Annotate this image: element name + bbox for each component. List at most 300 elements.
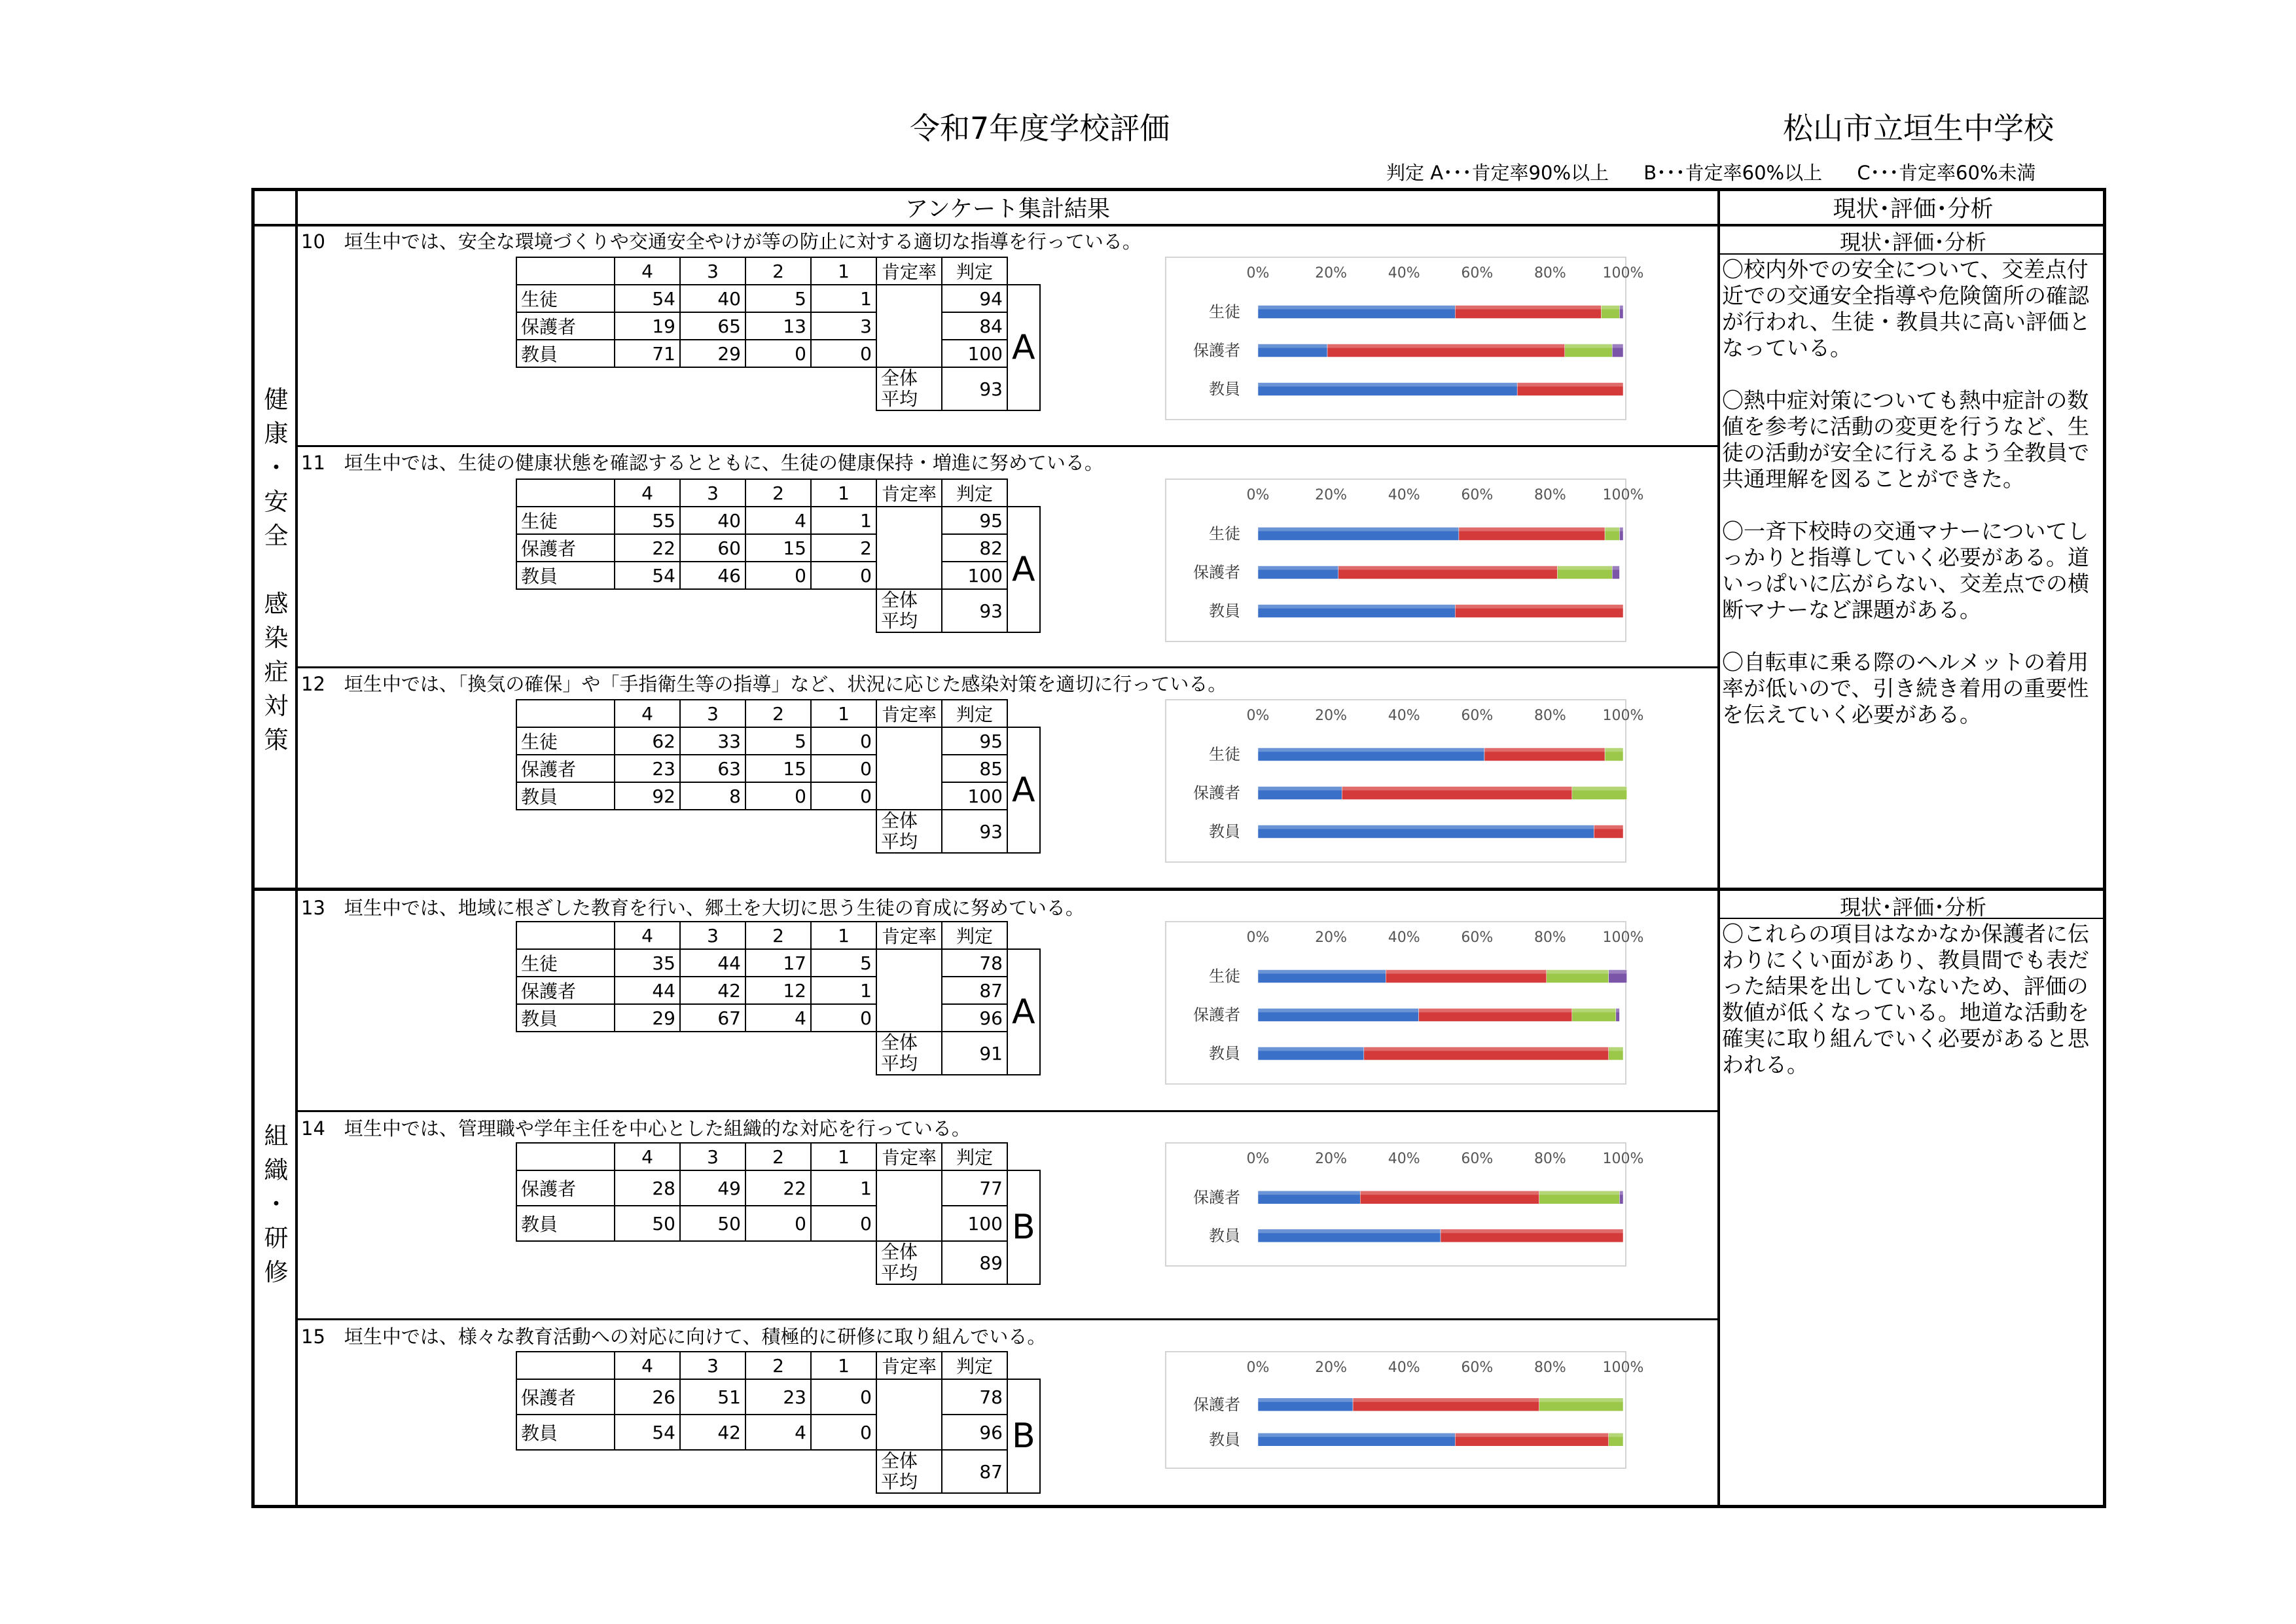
analysis-subheader: 現状･評価･分析 [1839, 230, 1986, 255]
blank-cell [516, 1241, 615, 1284]
blank-cell [516, 589, 615, 632]
table-header-cell: 1 [811, 700, 876, 727]
stacked-bar-chart [1165, 1351, 1644, 1469]
score-cell: 29 [615, 1004, 680, 1032]
row-label: 教員 [516, 340, 615, 367]
bar-highlight [1258, 1229, 1441, 1233]
blank-cell [615, 1450, 680, 1493]
axis-tick-label: 20% [1315, 708, 1348, 724]
axis-tick-label: 20% [1315, 265, 1348, 281]
stacked-bar-chart [1165, 699, 1644, 863]
judgement-cell: A [1007, 949, 1040, 1075]
blank-cell [811, 1241, 876, 1284]
table-row [516, 727, 1040, 755]
axis-tick-label: 100% [1602, 1360, 1644, 1376]
bar-highlight [1258, 528, 1459, 532]
category-label: 保護者 [1193, 563, 1240, 582]
score-cell: 0 [811, 727, 876, 755]
axis-tick-label: 80% [1534, 265, 1566, 281]
table-header-cell: 判定 [942, 700, 1007, 727]
score-cell: 40 [680, 507, 745, 534]
score-cell: 54 [615, 562, 680, 589]
blank-cell [680, 1032, 745, 1075]
score-cell: 51 [680, 1379, 745, 1415]
category-label: 生徒 [1209, 967, 1240, 986]
category-label: 教員 [1209, 380, 1240, 399]
blank-cell [615, 810, 680, 853]
blank-cell [745, 1032, 811, 1075]
blank-cell [745, 1241, 811, 1284]
rate-cell: 94 [942, 285, 1007, 312]
blank-cell [745, 810, 811, 853]
axis-tick-label: 60% [1461, 1360, 1494, 1376]
bar-highlight [1258, 1433, 1455, 1437]
bar-highlight [1258, 605, 1455, 609]
bar-highlight [1258, 1398, 1353, 1402]
score-cell: 1 [811, 507, 876, 534]
blank-cell [745, 1450, 811, 1493]
category-health-safety [255, 383, 298, 757]
row-label: 保護者 [516, 755, 615, 782]
score-cell: 63 [680, 755, 745, 782]
score-cell: 65 [680, 312, 745, 340]
score-cell: 1 [811, 1170, 876, 1206]
rate-cell: 78 [942, 1379, 1007, 1415]
analysis-divider [1717, 188, 1720, 1508]
row-label: 教員 [516, 1206, 615, 1241]
survey-table [516, 1142, 1041, 1285]
bar-highlight [1258, 1009, 1419, 1013]
row-label: 生徒 [516, 949, 615, 977]
spacer-cell [876, 977, 942, 1004]
score-cell: 60 [680, 534, 745, 562]
table-header-cell: 3 [680, 1352, 745, 1379]
score-cell: 26 [615, 1379, 680, 1415]
bar-highlight [1605, 748, 1623, 752]
axis-tick-label: 0% [1246, 487, 1270, 503]
blank-cell [745, 589, 811, 632]
table-header-cell: 判定 [942, 1352, 1007, 1379]
question-text: 10 垣生中では、安全な環境づくりや交通安全やけが等の防止に対する適切な指導を行っている。 [301, 230, 1141, 253]
category-char: 修 [264, 1258, 289, 1286]
score-cell: 0 [811, 1004, 876, 1032]
table-header-cell: 3 [680, 257, 745, 285]
score-cell: 71 [615, 340, 680, 367]
bar-highlight [1441, 1229, 1623, 1233]
stacked-bar-chart [1165, 478, 1644, 642]
score-cell: 54 [615, 1415, 680, 1450]
score-cell: 92 [615, 782, 680, 810]
spacer-cell [876, 285, 942, 312]
category-char: 策 [264, 726, 289, 754]
survey-table [516, 257, 1041, 411]
table-header-cell: 肯定率 [876, 1143, 942, 1170]
page-title: 令和7年度学校評価 [910, 111, 1170, 146]
table-header-cell: 4 [615, 257, 680, 285]
table-header-cell: 2 [745, 1352, 811, 1379]
table-header-cell: 3 [680, 922, 745, 949]
rate-cell: 78 [942, 949, 1007, 977]
axis-tick-label: 100% [1602, 265, 1644, 281]
table-header-row [516, 922, 1040, 949]
score-cell: 1 [811, 285, 876, 312]
score-cell: 4 [745, 1415, 811, 1450]
blank-cell [811, 810, 876, 853]
average-row [516, 589, 1040, 632]
table-header-cell: 肯定率 [876, 257, 942, 285]
blank-cell [680, 1241, 745, 1284]
blank-cell [680, 1450, 745, 1493]
axis-tick-label: 40% [1388, 265, 1420, 281]
score-cell: 40 [680, 285, 745, 312]
axis-tick-label: 20% [1315, 487, 1348, 503]
item-divider [298, 1318, 1717, 1320]
bar-highlight [1258, 787, 1342, 791]
bar-highlight [1572, 1009, 1616, 1013]
spacer-cell [876, 782, 942, 810]
average-value: 91 [942, 1032, 1007, 1075]
judgement-criteria [1386, 158, 2036, 185]
average-row [516, 367, 1040, 410]
row-label: 保護者 [516, 977, 615, 1004]
school-name: 松山市立垣生中学校 [1783, 111, 2054, 146]
category-label: 教員 [1209, 1044, 1240, 1063]
table-row [516, 562, 1040, 589]
bar-highlight [1605, 528, 1619, 532]
table-header-cell: 4 [615, 1352, 680, 1379]
table-header-cell: 1 [811, 479, 876, 507]
item-divider [298, 1110, 1717, 1112]
axis-tick-label: 0% [1246, 929, 1270, 946]
rate-cell: 95 [942, 507, 1007, 534]
table-header-cell: 1 [811, 1143, 876, 1170]
table-header-cell: 判定 [942, 479, 1007, 507]
criteria-b: B･･･肯定率60%以上 [1643, 162, 1823, 184]
header-blank [516, 1352, 615, 1379]
survey-table [516, 921, 1041, 1075]
table-header-row [516, 1143, 1040, 1170]
bar-highlight [1572, 787, 1627, 791]
bar-highlight [1258, 825, 1594, 829]
row-label: 教員 [516, 1415, 615, 1450]
bar-highlight [1258, 306, 1455, 310]
bar-highlight [1612, 566, 1619, 570]
category-char: 対 [264, 692, 289, 720]
table-header-cell: 2 [745, 700, 811, 727]
judgement-cell: A [1007, 727, 1040, 853]
axis-tick-label: 0% [1246, 708, 1270, 724]
score-cell: 42 [680, 977, 745, 1004]
category-label: 保護者 [1193, 1188, 1240, 1207]
analysis-subheader: 現状･評価･分析 [1839, 895, 1986, 920]
criteria-c: C･･･肯定率60%未満 [1857, 162, 2036, 184]
row-label: 保護者 [516, 1170, 615, 1206]
score-cell: 54 [615, 285, 680, 312]
item-divider [298, 445, 1717, 447]
rate-cell: 100 [942, 782, 1007, 810]
score-cell: 4 [745, 507, 811, 534]
analysis-column-header: 現状･評価･分析 [1833, 196, 1994, 223]
average-row [516, 1032, 1040, 1075]
score-cell: 28 [615, 1170, 680, 1206]
bar-highlight [1327, 344, 1565, 348]
table-header-cell: 4 [615, 479, 680, 507]
score-cell: 0 [811, 1379, 876, 1415]
axis-tick-label: 40% [1388, 1360, 1420, 1376]
header-blank [516, 922, 615, 949]
score-cell: 12 [745, 977, 811, 1004]
axis-tick-label: 20% [1315, 1151, 1348, 1167]
bar-highlight [1258, 748, 1484, 752]
spacer-cell [876, 1206, 942, 1241]
table-row [516, 1379, 1040, 1415]
average-row [516, 1241, 1040, 1284]
blank-cell [615, 589, 680, 632]
bar-highlight [1609, 970, 1627, 974]
table-header-cell: 3 [680, 700, 745, 727]
stacked-bar-chart [1165, 1142, 1644, 1267]
spacer-cell [876, 1379, 942, 1415]
score-cell: 8 [680, 782, 745, 810]
table-header-cell: 2 [745, 922, 811, 949]
judgement-cell: B [1007, 1379, 1040, 1493]
spacer-cell [876, 1004, 942, 1032]
score-cell: 50 [680, 1206, 745, 1241]
table-header-cell: 2 [745, 479, 811, 507]
rate-cell: 96 [942, 1415, 1007, 1450]
bar-highlight [1258, 383, 1517, 387]
bar-highlight [1609, 1433, 1623, 1437]
row-label: 教員 [516, 782, 615, 810]
analysis-text: 〇校内外での安全について、交差点付近での交通安全指導や危険箇所の確認が行われ、生徒・教員共に高い評価となっている。 〇熱中症対策についても熱中症計の数値を参考に活動の変更を行うなど、生徒の活動が安全に行えるよう全教員で共通理解を図ることができた。 〇一斉下校時の交通マナーについてしっかりと指導していく必要がある。道いっぱいに広がらない、交差点での横断マナーなど課題がある。 〇自転車に乗る際のヘルメットの着用率が低いので、引き続き着用の重要性を伝えていく必要がある。 [1722, 257, 2090, 727]
category-char: ・ [264, 1190, 289, 1218]
score-cell: 0 [745, 782, 811, 810]
score-cell: 0 [811, 1206, 876, 1241]
average-label: 全体 平均 [876, 367, 942, 410]
bar-highlight [1612, 344, 1623, 348]
score-cell: 5 [811, 949, 876, 977]
bar-highlight [1258, 344, 1327, 348]
judgement-cell: B [1007, 1170, 1040, 1284]
table-header-cell: 1 [811, 257, 876, 285]
axis-tick-label: 100% [1602, 929, 1644, 946]
table-row [516, 755, 1040, 782]
score-cell: 62 [615, 727, 680, 755]
row-label: 教員 [516, 1004, 615, 1032]
table-header-cell: 肯定率 [876, 700, 942, 727]
table-row [516, 534, 1040, 562]
spacer-cell [876, 1170, 942, 1206]
rate-cell: 77 [942, 1170, 1007, 1206]
row-label: 生徒 [516, 727, 615, 755]
table-row [516, 949, 1040, 977]
score-cell: 0 [745, 1206, 811, 1241]
rate-cell: 85 [942, 755, 1007, 782]
spacer-cell [876, 340, 942, 367]
blank-cell [680, 589, 745, 632]
table-header-cell: 肯定率 [876, 922, 942, 949]
row-label: 保護者 [516, 312, 615, 340]
table-header-cell: 4 [615, 1143, 680, 1170]
score-cell: 15 [745, 534, 811, 562]
bar-highlight [1364, 1047, 1609, 1051]
table-row [516, 782, 1040, 810]
bar-highlight [1619, 528, 1623, 532]
category-label: 教員 [1209, 822, 1240, 841]
bar-highlight [1455, 1433, 1608, 1437]
category-label: 保護者 [1193, 784, 1240, 803]
table-header-cell: 3 [680, 1143, 745, 1170]
bar-highlight [1455, 605, 1623, 609]
blank-cell [615, 1241, 680, 1284]
category-label: 保護者 [1193, 1395, 1240, 1414]
question-text: 13 垣生中では、地域に根ざした教育を行い、郷土を大切に思う生徒の育成に努めている。 [301, 897, 1085, 919]
bar-highlight [1459, 528, 1605, 532]
score-cell: 5 [745, 285, 811, 312]
table-header-row [516, 479, 1040, 507]
bar-highlight [1342, 787, 1572, 791]
bar-highlight [1258, 970, 1386, 974]
bar-highlight [1517, 383, 1623, 387]
score-cell: 19 [615, 312, 680, 340]
score-cell: 0 [745, 340, 811, 367]
table-header-cell: 肯定率 [876, 479, 942, 507]
table-row [516, 1004, 1040, 1032]
table-header-cell: 1 [811, 1352, 876, 1379]
score-cell: 23 [615, 755, 680, 782]
score-cell: 0 [811, 1415, 876, 1450]
bar-highlight [1484, 748, 1605, 752]
table-header-cell: 4 [615, 922, 680, 949]
table-header-cell: 4 [615, 700, 680, 727]
table-header-row [516, 700, 1040, 727]
score-cell: 49 [680, 1170, 745, 1206]
survey-table [516, 478, 1041, 633]
category-char: 安 [264, 488, 289, 516]
bar-highlight [1353, 1398, 1539, 1402]
axis-tick-label: 100% [1602, 708, 1644, 724]
average-value: 93 [942, 589, 1007, 632]
score-cell: 4 [745, 1004, 811, 1032]
score-cell: 22 [615, 534, 680, 562]
bar-highlight [1616, 1009, 1620, 1013]
axis-tick-label: 80% [1534, 708, 1566, 724]
score-cell: 0 [745, 562, 811, 589]
average-value: 89 [942, 1241, 1007, 1284]
score-cell: 50 [615, 1206, 680, 1241]
bar-highlight [1619, 306, 1623, 310]
bar-highlight [1594, 825, 1623, 829]
blank-cell [516, 1450, 615, 1493]
score-cell: 0 [811, 340, 876, 367]
axis-tick-label: 20% [1315, 1360, 1348, 1376]
score-cell: 2 [811, 534, 876, 562]
category-char: 組 [264, 1122, 289, 1150]
axis-tick-label: 20% [1315, 929, 1348, 946]
question-text: 12 垣生中では、「換気の確保」や「手指衛生等の指導」など、状況に応じた感染対策を適切に行っている。 [301, 673, 1227, 695]
bar-highlight [1258, 1047, 1364, 1051]
bar-highlight [1619, 1191, 1623, 1195]
rate-cell: 84 [942, 312, 1007, 340]
score-cell: 44 [680, 949, 745, 977]
table-row [516, 285, 1040, 312]
category-char: 症 [264, 658, 289, 686]
category-organization [255, 1119, 298, 1290]
average-label: 全体 平均 [876, 589, 942, 632]
bar-highlight [1565, 344, 1613, 348]
category-label: 生徒 [1209, 524, 1240, 543]
stacked-bar-chart [1165, 257, 1644, 420]
blank-cell [745, 367, 811, 410]
spacer-cell [876, 534, 942, 562]
bar-highlight [1386, 970, 1547, 974]
question-text: 15 垣生中では、様々な教育活動への対応に向けて、積極的に研修に取り組んでいる。 [301, 1326, 1047, 1348]
row-label: 生徒 [516, 507, 615, 534]
table-row [516, 312, 1040, 340]
rate-cell: 100 [942, 1206, 1007, 1241]
header-blank [516, 479, 615, 507]
average-value: 93 [942, 367, 1007, 410]
table-header-cell: 1 [811, 922, 876, 949]
header-blank [516, 1143, 615, 1170]
score-cell: 3 [811, 312, 876, 340]
axis-tick-label: 80% [1534, 929, 1566, 946]
axis-tick-label: 60% [1461, 929, 1494, 946]
axis-tick-label: 40% [1388, 708, 1420, 724]
bar-highlight [1455, 306, 1601, 310]
axis-tick-label: 100% [1602, 1151, 1644, 1167]
axis-tick-label: 40% [1388, 1151, 1420, 1167]
average-label: 全体 平均 [876, 810, 942, 853]
score-cell: 0 [811, 782, 876, 810]
category-label: 教員 [1209, 1430, 1240, 1449]
average-label: 全体 平均 [876, 1450, 942, 1493]
header-blank [516, 257, 615, 285]
table-row [516, 1415, 1040, 1450]
analysis-text: 〇これらの項目はなかなか保護者に伝わりにくい面があり、教員間でも表だった結果を出していないため、評価の数値が低くなっている。地道な活動を確実に取り組んでいく必要があると思われる。 [1722, 921, 2089, 1077]
stacked-bar-chart [1165, 921, 1644, 1085]
score-cell: 17 [745, 949, 811, 977]
category-char: 織 [264, 1156, 289, 1184]
rate-cell: 100 [942, 340, 1007, 367]
category-label: 生徒 [1209, 745, 1240, 764]
category-label: 保護者 [1193, 341, 1240, 360]
blank-cell [811, 367, 876, 410]
table-header-cell: 3 [680, 479, 745, 507]
score-cell: 23 [745, 1379, 811, 1415]
score-cell: 5 [745, 727, 811, 755]
bar-highlight [1558, 566, 1613, 570]
axis-tick-label: 60% [1461, 708, 1494, 724]
average-row [516, 1450, 1040, 1493]
spacer-cell [876, 507, 942, 534]
criteria-a: 判定 A･･･肯定率90%以上 [1386, 162, 1609, 184]
score-cell: 55 [615, 507, 680, 534]
bar-highlight [1539, 1398, 1623, 1402]
spacer-cell [876, 727, 942, 755]
table-row [516, 507, 1040, 534]
item-divider [298, 666, 1717, 668]
category-char: 康 [264, 420, 289, 448]
table-row [516, 1206, 1040, 1241]
table-header-cell: 判定 [942, 1143, 1007, 1170]
category-char: 全 [264, 522, 289, 550]
axis-tick-label: 40% [1388, 929, 1420, 946]
average-value: 87 [942, 1450, 1007, 1493]
category-label: 教員 [1209, 1226, 1240, 1245]
score-cell: 33 [680, 727, 745, 755]
score-cell: 22 [745, 1170, 811, 1206]
